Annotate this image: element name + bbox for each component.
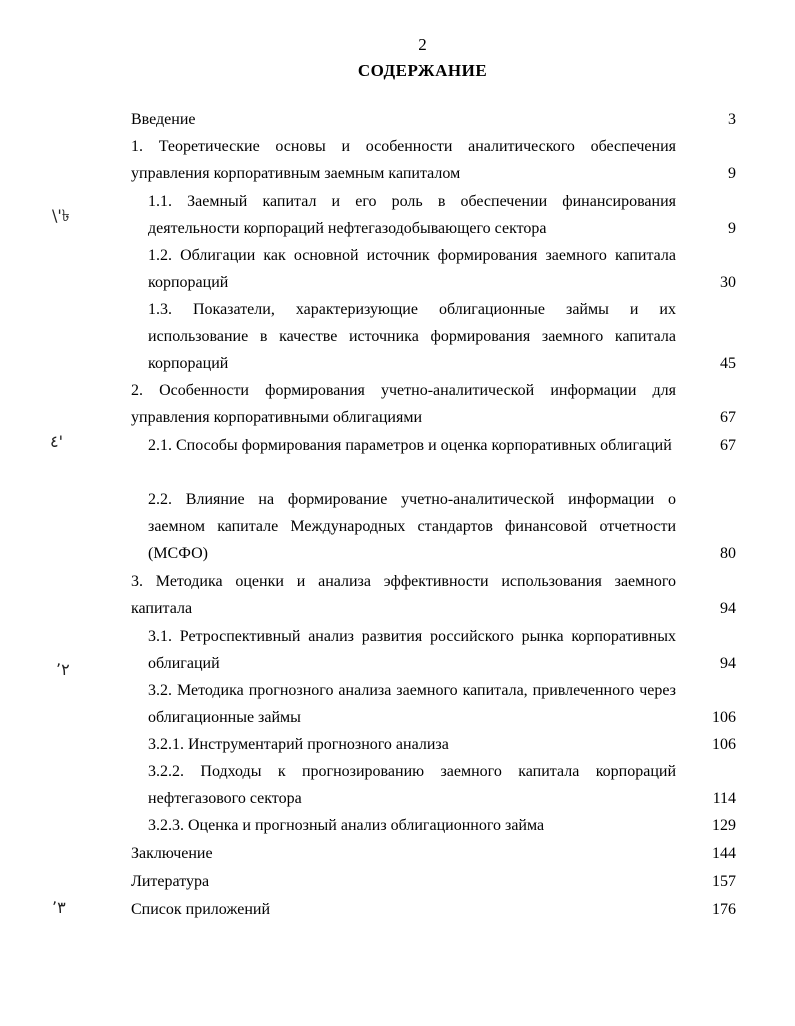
toc-entry-chapter-2: [131, 377, 736, 431]
toc-entry-section-1-1: [148, 188, 736, 242]
toc-entry-page: 94: [720, 655, 736, 672]
margin-handwritten-mark: \'৳: [52, 206, 70, 225]
toc-entry-text: 2. Особенности формирования учетно-аналитической информации для управления корпоративными облигациями: [131, 382, 676, 426]
toc-entry-text: 1. Теоретические основы и особенности аналитического обеспечения управления корпоративным заемным капиталом: [131, 138, 676, 182]
toc-entry-page: 9: [728, 165, 736, 182]
toc-entry-text: 3.2.3. Оценка и прогнозный анализ облигационного займа: [148, 817, 545, 834]
toc-entry-page: 94: [720, 600, 736, 617]
toc-entry-section-1-3: [148, 296, 736, 377]
margin-handwritten-mark: ٬٣: [52, 898, 66, 917]
toc-entry-introduction: [131, 106, 736, 133]
toc-entry-text: 1.2. Облигации как основной источник формирования заемного капитала корпораций: [148, 247, 676, 291]
margin-handwritten-mark: ٤': [50, 432, 63, 451]
toc-entry-text: 3.2.1. Инструментарий прогнозного анализа: [148, 736, 449, 753]
toc-entry-chapter-3: [131, 568, 736, 622]
toc-entry-text: 2.1. Способы формирования параметров и оценка корпоративных облигаций: [148, 437, 672, 454]
toc-entry-section-1-2: [148, 242, 736, 296]
toc-entry-text: 3.2. Методика прогнозного анализа заемного капитала, привлеченного через облигационные займы: [148, 682, 676, 726]
toc-entry-literature: [131, 868, 736, 895]
toc-entry-conclusion: [131, 840, 736, 867]
toc-entry-text: 1.3. Показатели, характеризующие облигационные займы и их использование в качестве источника формирования заемного капитала корпораций: [148, 301, 676, 372]
toc-entry-text: Заключение: [131, 845, 213, 862]
toc-entry-page: 67: [720, 437, 736, 454]
toc-entry-section-2-2: [148, 486, 736, 567]
toc-entry-page: 129: [712, 817, 736, 834]
toc-entry-page: 157: [712, 873, 736, 890]
toc-entry-section-3-2-1: [148, 731, 736, 758]
toc-entry-section-3-2-3: [148, 812, 736, 839]
page-title: СОДЕРЖАНИЕ: [357, 61, 488, 80]
toc-entry-text: 3.2.2. Подходы к прогнозированию заемного капитала корпораций нефтегазового сектора: [148, 763, 676, 807]
toc-entry-page: 3: [728, 111, 736, 128]
toc-entry-page: 106: [712, 736, 736, 753]
toc-entry-appendices: [131, 896, 736, 923]
toc-entry-page: 30: [720, 274, 736, 291]
toc-entry-section-3-2: [148, 677, 736, 731]
toc-entry-page: 45: [720, 355, 736, 372]
toc-entry-page: 9: [728, 220, 736, 237]
toc-entry-text: 3.1. Ретроспективный анализ развития российского рынка корпоративных облигаций: [148, 628, 676, 672]
toc-entry-page: 114: [712, 790, 736, 807]
toc-entry-page: 176: [712, 901, 736, 918]
toc-entry-text: Список приложений: [131, 901, 271, 918]
toc-entry-text: Введение: [131, 111, 196, 128]
toc-entry-section-3-2-2: [148, 758, 736, 812]
toc-entry-section-3-1: [148, 623, 736, 677]
toc-entry-text: 1.1. Заемный капитал и его роль в обеспечении финансирования деятельности корпораций нефтегазодобывающего сектора: [148, 193, 676, 237]
toc-entry-page: 106: [712, 709, 736, 726]
margin-handwritten-mark: ٬٢: [56, 660, 70, 679]
toc-entry-section-2-1: [148, 432, 736, 459]
toc-entry-text: Литература: [131, 873, 210, 890]
toc-entry-page: 67: [720, 409, 736, 426]
page-number: 2: [418, 35, 427, 54]
toc-entry-text: 3. Методика оценки и анализа эффективности использования заемного капитала: [131, 573, 676, 617]
toc-entry-chapter-1: [131, 133, 736, 187]
toc-entry-page: 80: [720, 545, 736, 562]
toc-entry-text: 2.2. Влияние на формирование учетно-аналитической информации о заемном капитале Международных стандартов финансовой отчетности (МСФО): [148, 491, 676, 562]
toc-entry-page: 144: [712, 845, 736, 862]
